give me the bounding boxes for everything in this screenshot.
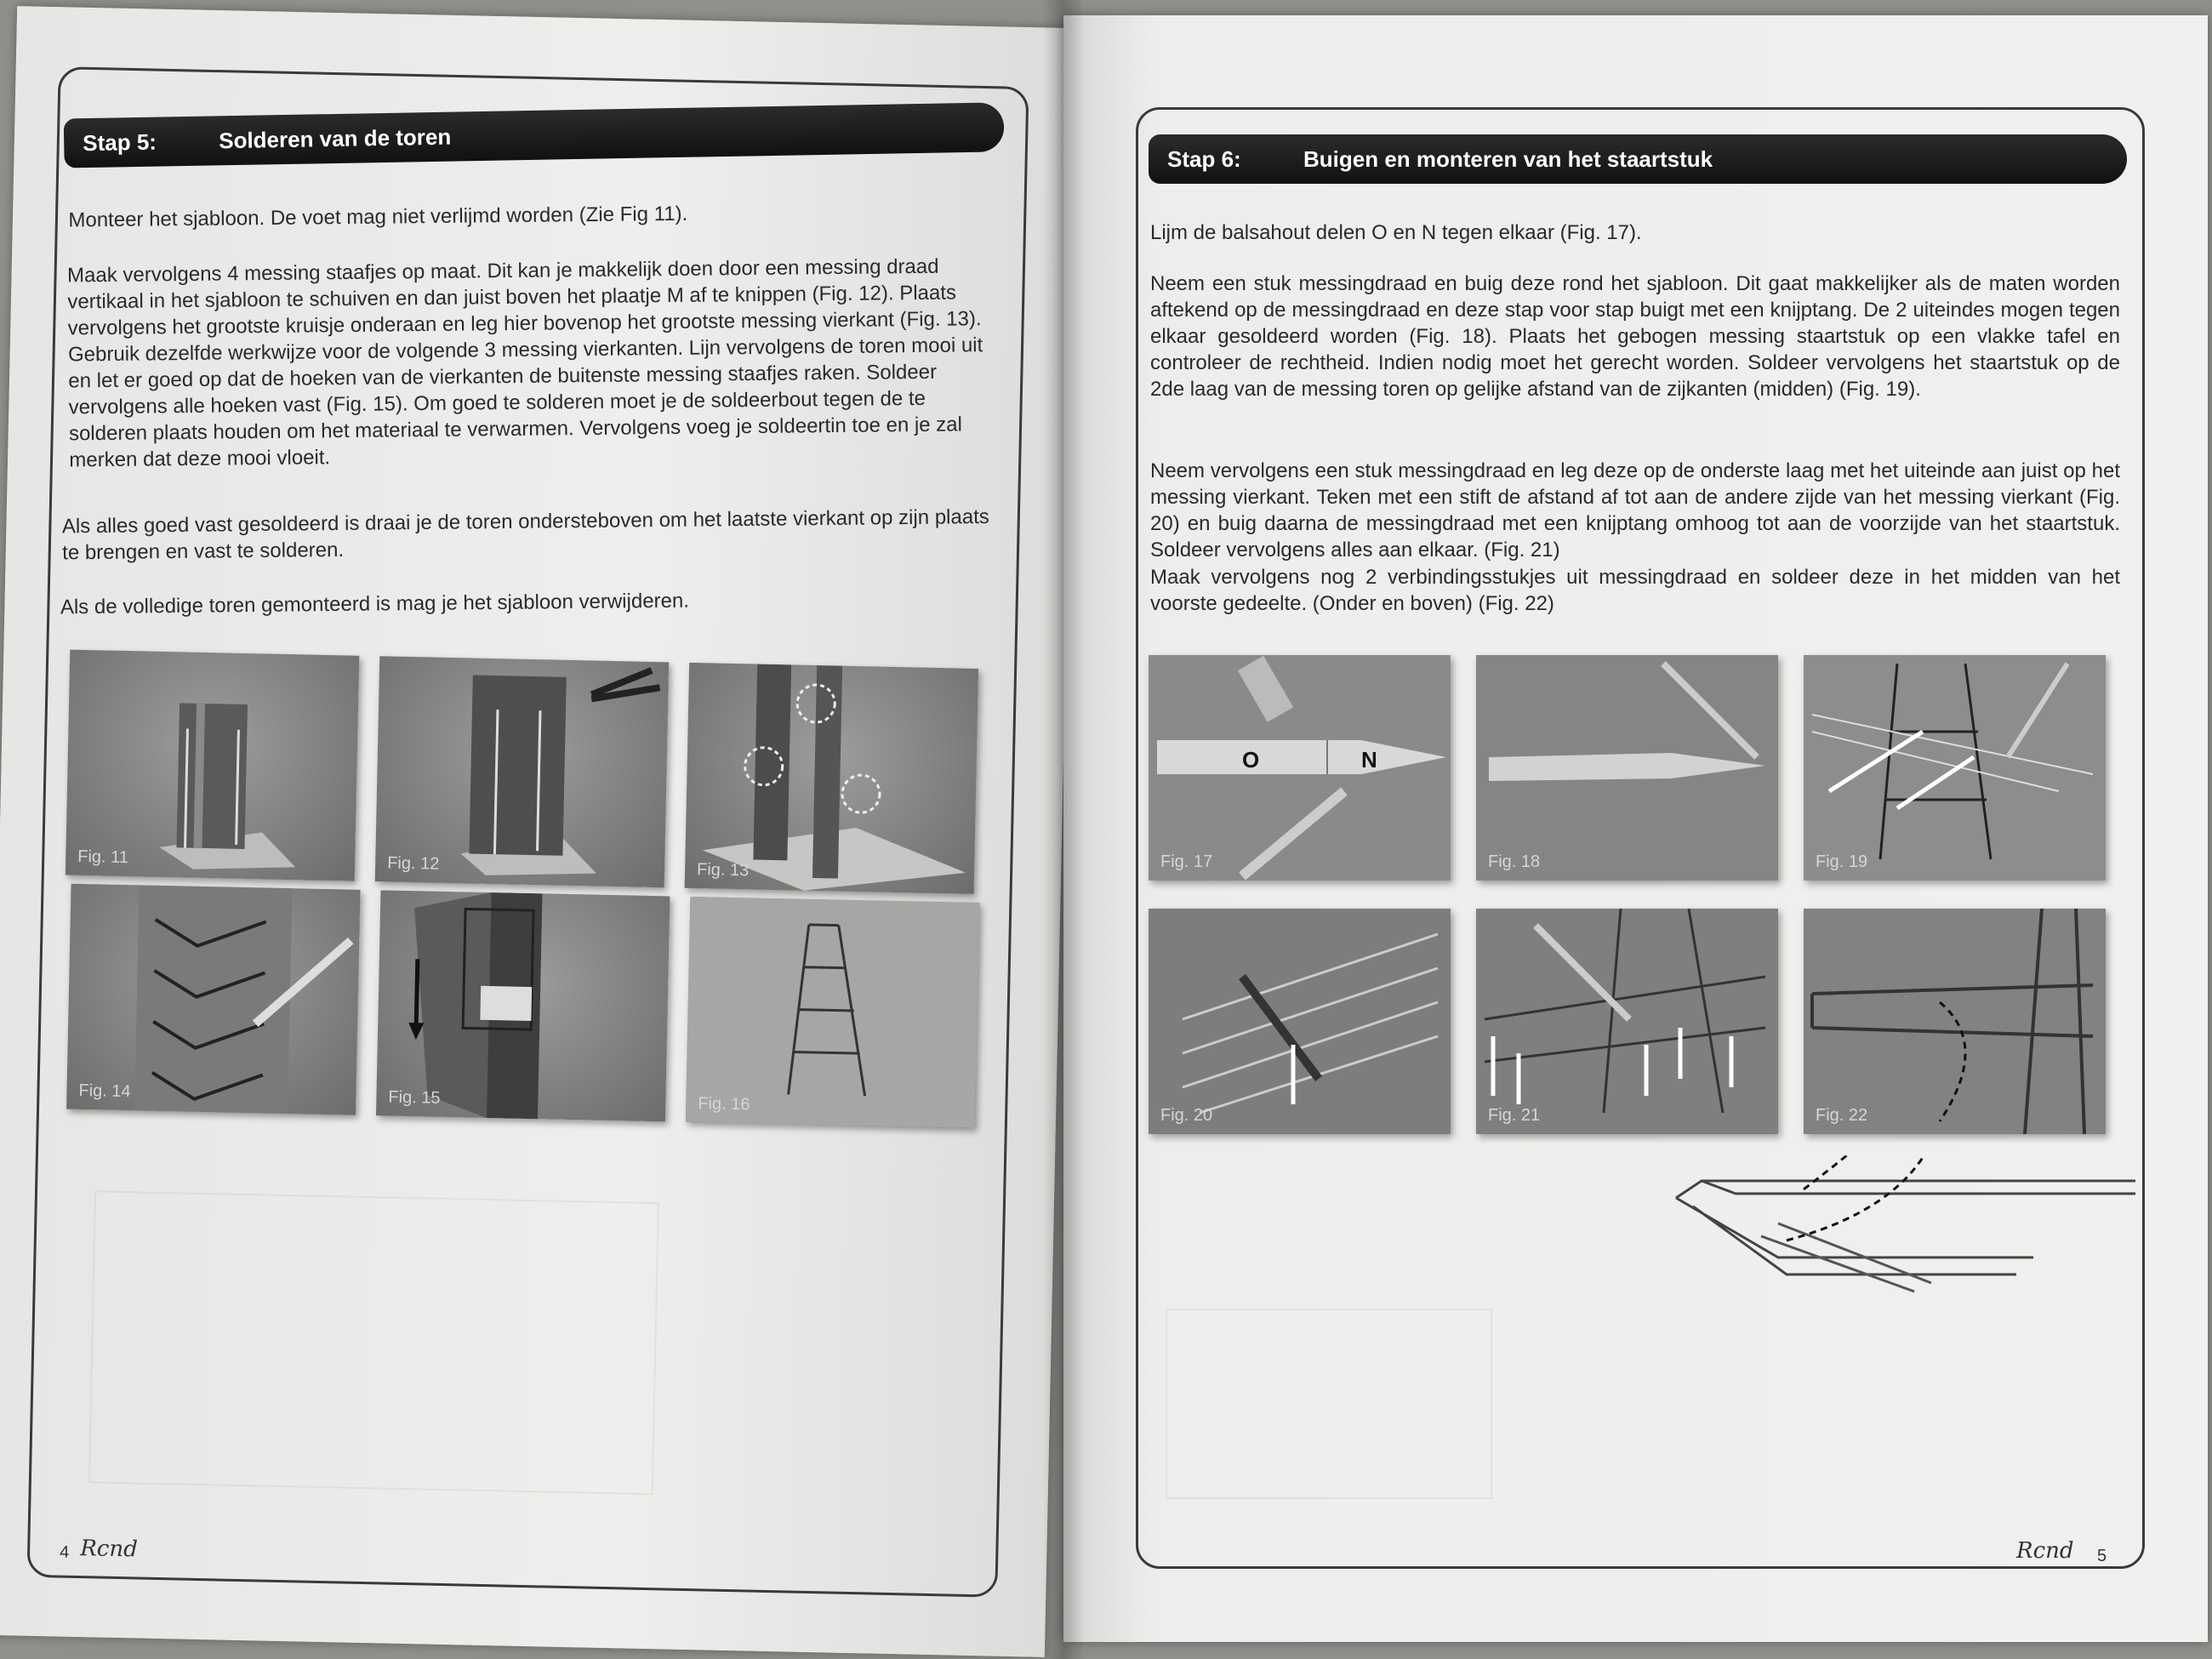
book-spine-shadow: [1042, 0, 1085, 1659]
balsa-part-o-label: O: [1242, 747, 1260, 772]
left-paragraph-4: Als de volledige toren gemonteerd is mag je het sjabloon verwijderen.: [60, 589, 690, 619]
right-paragraph-4: Maak vervolgens nog 2 verbindingsstukjes uit messingdraad en soldeer deze in het midden van het voorste gedeelte. (Onder en boven) (Fig. 22): [1150, 566, 2120, 615]
glued-balsa-illustration: [1476, 655, 1778, 881]
figure-15-caption: Fig. 15: [388, 1087, 441, 1108]
tail-on-tower-illustration: [1804, 655, 2106, 881]
figure-14-caption: Fig. 14: [78, 1080, 131, 1102]
step-6-banner: [1149, 134, 2127, 184]
faint-show-through: [1166, 1308, 1492, 1499]
figure-21: [1476, 909, 1778, 1134]
finished-tower-illustration: [686, 897, 979, 1128]
balsa-part-n-label: N: [1361, 747, 1377, 772]
figure-19: [1804, 655, 2106, 881]
figure-12: [375, 656, 669, 887]
step-5-title: Solderen van de toren: [218, 123, 452, 153]
figure-11-caption: Fig. 11: [77, 847, 129, 868]
faint-show-through: [88, 1190, 659, 1495]
figure-15: [376, 890, 670, 1121]
soldering-corners-illustration: [376, 890, 670, 1121]
figure-16: [686, 897, 979, 1128]
figure-16-caption: Fig. 16: [698, 1094, 750, 1115]
step-6-number: Stap 6:: [1167, 145, 1241, 172]
left-paragraph-2: Maak vervolgens 4 messing staafjes op maat. Dit kan je makkelijk doen door een messing draad vertikaal in het sjabloon te schuiven en dan juist boven het plaatje M af te knippen (Fig. 12). Plaats vervolgens het grootste kruisje onderaan en leg hier bovenop het grootste messing vierkant (Fig. 13). Gebruik dezelfde werkwijze voor de volgende 3 messing vierkanten. Lijn vervolgens de toren mooi uit en let er goed op dat de hoeken van de vierkanten de buitenste messing staafjes raken. Soldeer vervolgens alle hoeken vast (Fig. 15). Om goed te solderen moet je de soldeerbout tegen de te solderen plaats houden om het materiaal te verwarmen. Vervolgens voeg je soldeertin toe en je zal merken dat deze mooi vloeit.: [66, 254, 983, 472]
right-paragraph-1: Lijm de balsahout delen O en N tegen elkaar (Fig. 17).: [1150, 221, 1642, 244]
left-signature: Rcnd: [79, 1536, 139, 1563]
figure-22: [1804, 909, 2106, 1134]
square-placement-illustration: [685, 663, 978, 894]
left-paragraph-1: Monteer het sjabloon. De voet mag niet verlijmd worden (Zie Fig 11).: [68, 202, 688, 232]
figure-14: [66, 884, 360, 1115]
step-5-number: Stap 5:: [82, 128, 157, 156]
cutting-wire-illustration: [375, 656, 669, 887]
figure-22-caption: Fig. 22: [1816, 1106, 1868, 1125]
figure-21-caption: Fig. 21: [1488, 1106, 1541, 1125]
left-page-number: 4: [59, 1542, 70, 1562]
tail-piece-diagram: [1659, 1155, 2135, 1300]
figure-17: [1149, 655, 1451, 881]
figure-13-caption: Fig. 13: [696, 860, 750, 881]
step-6-title: Buigen en monteren van het staartstuk: [1303, 145, 1713, 172]
tower-in-template-illustration: [66, 884, 360, 1115]
figure-11: [66, 650, 359, 881]
connecting-pieces-illustration: [1804, 909, 2106, 1134]
bending-wire-illustration: [1476, 909, 1778, 1134]
left-page: [0, 6, 1079, 1657]
figure-20: [1149, 909, 1451, 1134]
figure-12-caption: Fig. 12: [386, 853, 440, 874]
marking-wire-illustration: [1149, 909, 1451, 1134]
figure-18-caption: Fig. 18: [1488, 852, 1541, 871]
right-signature: Rcnd: [2016, 1538, 2074, 1564]
right-paragraph-2: Neem een stuk messingdraad en buig deze rond het sjabloon. Dit gaat makkelijker als de maten worden aftekend op de messingdraad en deze stap voor stap buigt met een knijptang. De 2 uiteindes mogen tegen elkaar gesoldeerd worden (Fig. 18). Plaats het gebogen messing staartstuk op een vlakke tafel en controleer de rechtheid. Indien nodig moet het gerecht worden. Soldeer vervolgens het staartstuk op de 2de laag van de messing toren op gelijke afstand van de zijkanten (midden) (Fig. 19).: [1150, 272, 2120, 401]
balsa-gluing-illustration: [1149, 655, 1451, 881]
figure-20-caption: Fig. 20: [1160, 1106, 1213, 1125]
left-paragraph-3: Als alles goed vast gesoldeerd is draai je de toren ondersteboven om het laatste vierkant op zijn plaats te brengen en vast te solderen.: [61, 505, 989, 565]
figure-13: [685, 663, 978, 894]
tower-template-illustration: [66, 650, 359, 881]
right-page: [1063, 15, 2208, 1642]
right-paragraph-3: Neem vervolgens een stuk messingdraad en leg deze op de onderste laag met het uiteinde aan juist op het messing vierkant. Teken met een stift de afstand af tot aan de andere zijde van het messing vierkant (Fig. 20) en buig daarna de messingdraad met een knijptang omhoog tot aan de voorzijde van het staartstuk. Soldeer vervolgens alles aan elkaar. (Fig. 21): [1150, 459, 2120, 562]
figure-18: [1476, 655, 1778, 881]
figure-19-caption: Fig. 19: [1816, 852, 1868, 871]
figure-17-caption: Fig. 17: [1160, 852, 1213, 871]
right-page-number: 5: [2097, 1547, 2107, 1565]
